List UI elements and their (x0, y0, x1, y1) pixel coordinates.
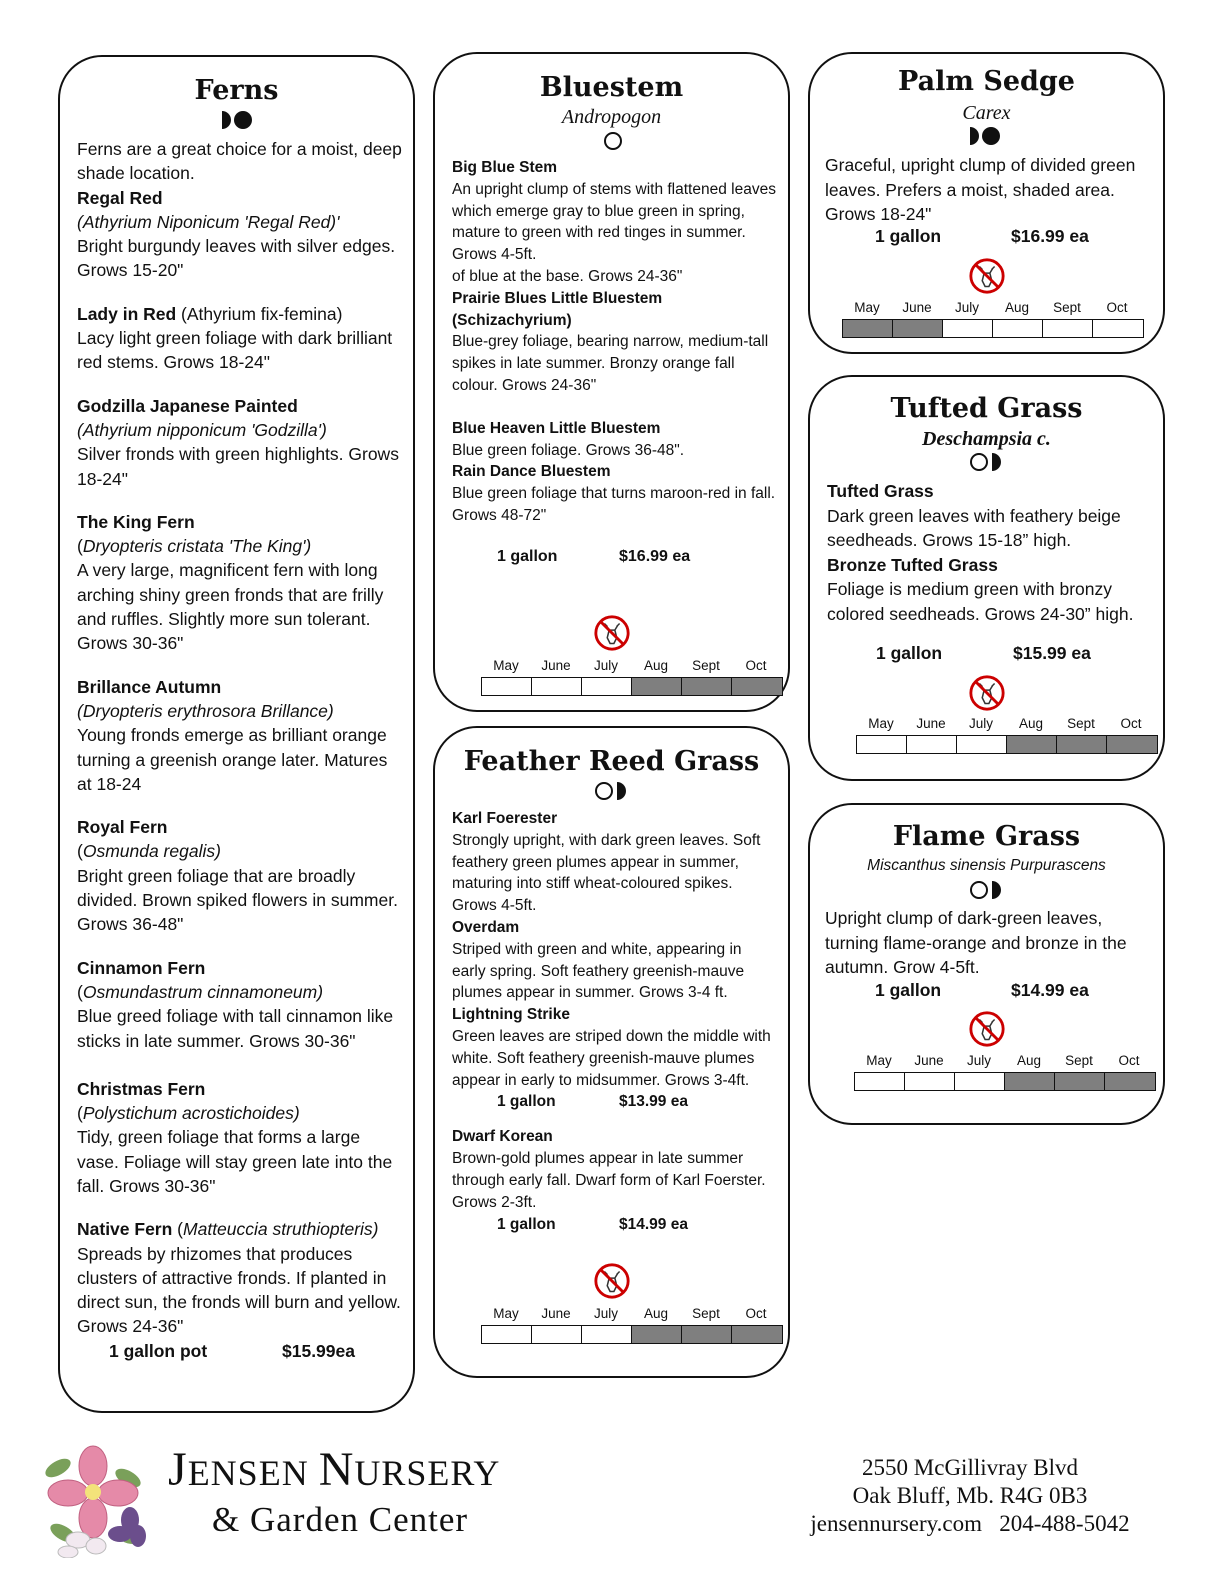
shade-icon (222, 111, 252, 129)
plant-heading: Lady in Red (Athyrium fix-femina) (77, 303, 343, 324)
plant-name: Overdam (452, 918, 520, 936)
bloom-bar (856, 735, 1158, 754)
plant-desc: Brown-gold plumes appear in late summer through early fall. Dwarf form of Karl Foerster. Grows 2-3ft. (452, 1150, 766, 1211)
plant-heading: Native Fern (Matteuccia struthiopteris) (77, 1219, 379, 1240)
plant-name: Brillance Autumn (77, 676, 222, 697)
bloom-bar (854, 1072, 1156, 1091)
plant-desc: Young fronds emerge as brilliant orange turning a greenish orange later. Matures at 18-24 (77, 725, 388, 794)
palm-sedge-card (808, 52, 1165, 354)
plant-name: Blue Heaven Little Bluestem (452, 419, 661, 437)
price-label: $16.99 ea (1011, 226, 1089, 246)
bloom-cell (955, 1073, 1005, 1090)
plant-name: Rain Dance Bluestem (452, 463, 611, 481)
bloom-cell (732, 1326, 782, 1343)
part-sun-icon (970, 453, 1001, 471)
deer-resistant-icon (968, 674, 1006, 712)
ferns-title: Ferns (194, 75, 279, 106)
plant-latin: (Athyrium nipponicum 'Godzilla') (77, 419, 327, 440)
bluestem-card (433, 52, 790, 712)
bloom-cell (532, 1326, 582, 1343)
plant-name: Lightning Strike (452, 1006, 570, 1024)
plant-name: Cinnamon Fern (77, 957, 206, 978)
bluestem-latin: Andropogon (561, 106, 662, 128)
address-block (790, 1454, 1150, 1538)
bloom-cell (1057, 736, 1107, 753)
brand-subtitle: & Garden Center (212, 1500, 469, 1539)
plant-latin: (Osmunda regalis) (77, 841, 221, 862)
bloom-bar (842, 319, 1144, 338)
month-labels: May June July Aug Sept Oct (868, 716, 1142, 731)
tufted-body (827, 479, 1157, 626)
deer-resistant-icon (968, 1010, 1006, 1048)
bloom-cell (1093, 320, 1143, 337)
plant-desc: A very large, magnificent fern with long arching shiny green fronds that are frilly and ruffles. Slightly more sun tolerant. Grows 30-36" (77, 560, 384, 654)
sun-icon (604, 132, 622, 150)
contact-line (790, 1510, 1150, 1538)
size-label: 1 gallon (497, 1215, 556, 1233)
plant-name: Christmas Fern (77, 1078, 206, 1099)
price-row (452, 1091, 777, 1113)
flower-logo (38, 1438, 148, 1558)
website-link[interactable]: jensennursery.com (810, 1511, 982, 1536)
plant-latin: (Osmundastrum cinnamoneum) (77, 981, 324, 1002)
plant-name: Karl Foerester (452, 810, 558, 827)
bloom-cell (582, 678, 632, 695)
address-line-1: 2550 McGillivray Blvd (862, 1455, 1078, 1480)
bloom-cell (905, 1073, 955, 1090)
flame-latin: Miscanthus sinensis Purpurascens (867, 857, 1106, 874)
bloom-cell (682, 1326, 732, 1343)
bloom-cell (1107, 736, 1157, 753)
bloom-cell (1105, 1073, 1155, 1090)
bloom-cell (532, 678, 582, 695)
plant-desc: Blue greed foliage with tall cinnamon like sticks in late summer. Grows 30-36" (77, 1006, 394, 1051)
size-label: 1 gallon pot (109, 1340, 208, 1361)
deer-resistant-icon (593, 614, 631, 652)
price-label: $14.99 ea (619, 1215, 688, 1233)
size-label: 1 gallon (497, 1093, 556, 1111)
month-labels: May June July Aug Sept Oct (493, 658, 767, 673)
deer-resistant-icon (968, 257, 1006, 295)
price-label: $13.99 ea (619, 1093, 688, 1111)
plant-desc: Blue green foliage. Grows 36-48". (452, 441, 685, 459)
address-line-2: Oak Bluff, Mb. R4G 0B3 (852, 1483, 1088, 1508)
bloom-bar (481, 1325, 783, 1344)
plant-latin: (Polystichum acrostichoides) (77, 1103, 300, 1124)
plant-desc: Silver fronds with green highlights. Grows 18-24" (77, 444, 399, 489)
plant-name: Royal Fern (77, 817, 168, 838)
bloom-cell (682, 678, 732, 695)
bloom-cell (732, 678, 782, 695)
price-label: $15.99ea (282, 1340, 355, 1361)
bloom-cell (632, 678, 682, 695)
palm-title: Palm Sedge (898, 66, 1075, 97)
plant-name: Bronze Tufted Grass (827, 554, 998, 575)
tufted-latin: Deschampsia c. (922, 428, 1051, 450)
plant-name: Big Blue Stem (452, 159, 558, 176)
size-label: 1 gallon (875, 980, 942, 1000)
price-row (77, 1339, 402, 1363)
plant-latin: (Dryopteris erythrosora Brillance) (77, 700, 334, 721)
bluestem-title: Bluestem (539, 72, 684, 103)
plant-desc: An upright clump of stems with flattened leaves which emerge gray to blue green in spring, mature to green with red tinges in summer. Grows 4-5ft. (452, 180, 776, 264)
tufted-grass-card (808, 375, 1165, 781)
part-sun-icon (595, 782, 626, 800)
bloom-cell (632, 1326, 682, 1343)
bloom-cell (843, 320, 893, 337)
bloom-cell (993, 320, 1043, 337)
bloom-cell (957, 736, 1007, 753)
plant-latin: (Dryopteris cristata 'The King') (77, 536, 312, 557)
bloom-cell (1005, 1073, 1055, 1090)
price-row (452, 1214, 777, 1236)
bloom-cell (943, 320, 993, 337)
size-label: 1 gallon (875, 226, 942, 246)
plant-desc: Lacy light green foliage with dark brilliant red stems. Grows 18-24" (77, 328, 393, 373)
price-label: $15.99 ea (1013, 643, 1091, 663)
shade-icon (970, 127, 1000, 145)
bloom-cell (482, 678, 532, 695)
feather-title: Feather Reed Grass (463, 746, 760, 777)
ferns-card (58, 55, 415, 1413)
bloom-cell (907, 736, 957, 753)
plant-name: Dwarf Korean (452, 1128, 553, 1146)
bloom-cell (1055, 1073, 1105, 1090)
plant-desc: Blue-grey foliage, bearing narrow, medium-tall spikes in late summer. Bronzy orange fall colour. Grows 24-36" (452, 333, 769, 394)
bloom-bar (481, 677, 783, 696)
deer-resistant-icon (593, 1262, 631, 1300)
plant-name: Tufted Grass (827, 481, 934, 501)
month-labels: May June July Aug Sept Oct (493, 1306, 767, 1321)
bluestem-body (452, 157, 777, 527)
ferns-intro: Ferns are a great choice for a moist, deep shade location. (77, 139, 402, 184)
ferns-body (77, 137, 402, 1363)
price-label: $16.99 ea (619, 548, 691, 565)
palm-latin: Carex (962, 102, 1011, 124)
size-label: 1 gallon (876, 643, 943, 663)
plant-latin: (Athyrium Niponicum 'Regal Red)' (77, 211, 340, 232)
bloom-cell (482, 1326, 532, 1343)
flame-grass-card (808, 803, 1165, 1125)
plant-desc: Dark green leaves with feathery beige seedheads. Grows 15-18” high. (827, 505, 1121, 550)
plant-desc: Green leaves are striped down the middle with white. Soft feathery greenish-mauve plumes appear in early to midsummer. Grows 3-4ft. (452, 1027, 771, 1089)
palm-desc: Graceful, upright clump of divided green leaves. Prefers a moist, shaded area. Grows 18-24" (825, 155, 1136, 224)
plant-desc: Spreads by rhizomes that produces clusters of attractive fronds. If planted in direct sun, the fronds will burn and yellow. Grows 24-36" (77, 1243, 401, 1337)
plant-desc: Striped with green and white, appearing in early spring. Soft feathery greenish-mauve plumes appear in summer. Grows 3-4 ft. (452, 940, 745, 1002)
size-label: 1 gallon (497, 548, 558, 565)
plant-name: Prairie Blues Little Bluestem (Schizachyrium) (452, 289, 663, 329)
bloom-cell (1043, 320, 1093, 337)
plant-desc: of blue at the base. Grows 24-36" (452, 267, 683, 285)
plant-desc: Tidy, green foliage that forms a large vase. Foliage will stay green late into the fall. Grows 30-36" (77, 1127, 393, 1196)
feather-card (433, 726, 790, 1378)
phone-number: 204-488-5042 (999, 1511, 1130, 1536)
flame-title: Flame Grass (892, 821, 1081, 852)
month-labels: May June July Aug Sept Oct (854, 300, 1128, 315)
month-labels: May June July Aug Sept Oct (866, 1053, 1140, 1068)
bloom-cell (855, 1073, 905, 1090)
plant-name: Regal Red (77, 187, 163, 208)
plant-desc: Bright green foliage that are broadly divided. Brown spiked flowers in summer. Grows 36-48" (77, 865, 398, 935)
plant-name: The King Fern (77, 511, 195, 532)
plant-desc: Foliage is medium green with bronzy colored seedheads. Grows 24-30” high. (827, 579, 1134, 624)
price-label: $14.99 ea (1011, 980, 1089, 1000)
plant-name: Godzilla Japanese Painted (77, 395, 298, 416)
plant-desc: Bright burgundy leaves with silver edges. Grows 15-20" (77, 236, 396, 281)
bloom-cell (857, 736, 907, 753)
bloom-cell (893, 320, 943, 337)
tufted-title: Tufted Grass (890, 393, 1083, 424)
flame-desc: Upright clump of dark-green leaves, turning flame-orange and bronze in the autumn. Grow 4-5ft. (825, 908, 1127, 977)
part-sun-icon (970, 881, 1001, 899)
feather-body (452, 808, 777, 1236)
plant-desc: Blue green foliage that turns maroon-red in fall. Grows 48-72" (452, 485, 776, 524)
bloom-cell (582, 1326, 632, 1343)
brand-name: JENSEN NURSERY (168, 1443, 501, 1496)
bloom-cell (1007, 736, 1057, 753)
plant-desc: Strongly upright, with dark green leaves. Soft feathery green plumes appear in summer, maturing into stiff wheat-coloured spikes. Grows 4-5ft. (452, 831, 761, 915)
